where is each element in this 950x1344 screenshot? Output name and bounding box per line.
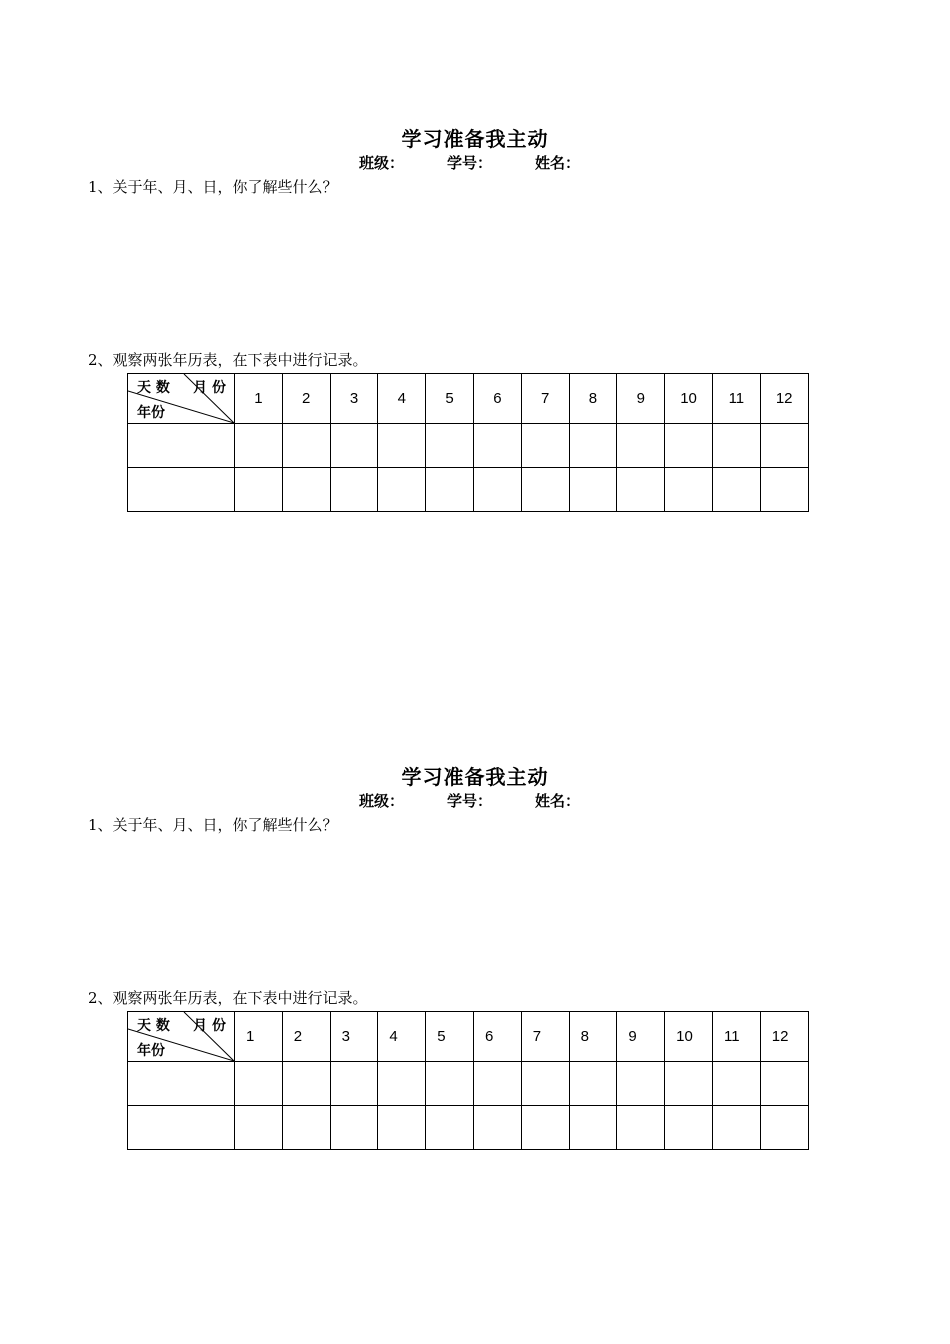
month-header-2: 2 <box>282 374 330 424</box>
question-2: 2、观察两张年历表，在下表中进行记录。 <box>88 351 368 369</box>
corner-month-label: 月 份 <box>193 380 226 396</box>
day-cell[interactable] <box>378 1106 426 1150</box>
year-cell[interactable] <box>128 1062 235 1106</box>
student-info-line <box>359 152 580 173</box>
day-cell[interactable] <box>426 1062 474 1106</box>
class-label: 班级： <box>359 792 405 810</box>
day-cell[interactable] <box>378 468 426 512</box>
month-header-12: 12 <box>760 1012 808 1062</box>
month-header-5: 5 <box>426 374 474 424</box>
day-cell[interactable] <box>426 1106 474 1150</box>
day-cell[interactable] <box>760 424 808 468</box>
table-row <box>128 424 809 468</box>
corner-header-cell <box>128 1012 235 1062</box>
month-header-10: 10 <box>665 1012 713 1062</box>
table-row <box>128 468 809 512</box>
worksheet-title: 学习准备我主动 <box>401 127 549 151</box>
day-cell[interactable] <box>330 424 378 468</box>
day-cell[interactable] <box>569 424 617 468</box>
month-header-7: 7 <box>521 374 569 424</box>
day-cell[interactable] <box>617 424 665 468</box>
day-cell[interactable] <box>521 468 569 512</box>
year-cell[interactable] <box>128 424 235 468</box>
year-cell[interactable] <box>128 1106 235 1150</box>
month-header-10: 10 <box>665 374 713 424</box>
month-header-4: 4 <box>378 1012 426 1062</box>
day-cell[interactable] <box>712 468 760 512</box>
day-cell[interactable] <box>426 424 474 468</box>
day-cell[interactable] <box>282 1106 330 1150</box>
student-info-line <box>359 790 580 811</box>
day-cell[interactable] <box>473 468 521 512</box>
month-header-7: 7 <box>521 1012 569 1062</box>
day-cell[interactable] <box>235 424 283 468</box>
month-header-3: 3 <box>330 374 378 424</box>
month-header-4: 4 <box>378 374 426 424</box>
day-cell[interactable] <box>617 1062 665 1106</box>
day-cell[interactable] <box>665 468 713 512</box>
day-cell[interactable] <box>235 1062 283 1106</box>
day-cell[interactable] <box>521 1062 569 1106</box>
day-cell[interactable] <box>521 424 569 468</box>
month-header-6: 6 <box>473 1012 521 1062</box>
day-cell[interactable] <box>569 1062 617 1106</box>
day-cell[interactable] <box>617 1106 665 1150</box>
day-cell[interactable] <box>569 1106 617 1150</box>
corner-header-cell <box>128 374 235 424</box>
month-header-12: 12 <box>760 374 808 424</box>
day-cell[interactable] <box>521 1106 569 1150</box>
corner-days-label: 天 数 <box>137 380 170 396</box>
class-label: 班级： <box>359 154 405 172</box>
record-table <box>127 1011 809 1150</box>
day-cell[interactable] <box>473 1062 521 1106</box>
month-header-8: 8 <box>569 1012 617 1062</box>
table-header-row <box>128 374 809 424</box>
record-table <box>127 373 809 512</box>
day-cell[interactable] <box>235 1106 283 1150</box>
day-cell[interactable] <box>235 468 283 512</box>
month-header-9: 9 <box>617 1012 665 1062</box>
question-2: 2、观察两张年历表，在下表中进行记录。 <box>88 989 368 1007</box>
day-cell[interactable] <box>330 468 378 512</box>
month-header-1: 1 <box>235 374 283 424</box>
corner-month-label: 月 份 <box>193 1018 226 1034</box>
table-row <box>128 1062 809 1106</box>
day-cell[interactable] <box>712 424 760 468</box>
student-number-label: 学号： <box>447 792 493 810</box>
month-header-5: 5 <box>426 1012 474 1062</box>
day-cell[interactable] <box>712 1062 760 1106</box>
corner-days-label: 天 数 <box>137 1018 170 1034</box>
day-cell[interactable] <box>282 468 330 512</box>
corner-year-label: 年份 <box>137 405 165 421</box>
day-cell[interactable] <box>282 1062 330 1106</box>
day-cell[interactable] <box>760 1062 808 1106</box>
day-cell[interactable] <box>760 468 808 512</box>
day-cell[interactable] <box>473 1106 521 1150</box>
day-cell[interactable] <box>378 1062 426 1106</box>
question-1: 1、关于年、月、日，你了解些什么？ <box>88 816 338 834</box>
day-cell[interactable] <box>473 424 521 468</box>
month-header-2: 2 <box>282 1012 330 1062</box>
day-cell[interactable] <box>378 424 426 468</box>
day-cell[interactable] <box>760 1106 808 1150</box>
day-cell[interactable] <box>665 424 713 468</box>
day-cell[interactable] <box>665 1106 713 1150</box>
student-number-label: 学号： <box>447 154 493 172</box>
corner-year-label: 年份 <box>137 1043 165 1059</box>
year-cell[interactable] <box>128 468 235 512</box>
month-header-6: 6 <box>473 374 521 424</box>
worksheet-1 <box>0 0 950 560</box>
day-cell[interactable] <box>330 1062 378 1106</box>
day-cell[interactable] <box>330 1106 378 1150</box>
day-cell[interactable] <box>712 1106 760 1150</box>
month-header-3: 3 <box>330 1012 378 1062</box>
question-1: 1、关于年、月、日，你了解些什么？ <box>88 178 338 196</box>
name-label: 姓名： <box>535 792 581 810</box>
day-cell[interactable] <box>282 424 330 468</box>
month-header-1: 1 <box>235 1012 283 1062</box>
day-cell[interactable] <box>617 468 665 512</box>
worksheet-2 <box>0 638 950 1198</box>
name-label: 姓名： <box>535 154 581 172</box>
month-header-9: 9 <box>617 374 665 424</box>
month-header-11: 11 <box>712 1012 760 1062</box>
day-cell[interactable] <box>426 468 474 512</box>
month-header-11: 11 <box>712 374 760 424</box>
table-header-row <box>128 1012 809 1062</box>
worksheet-title: 学习准备我主动 <box>401 765 549 789</box>
month-header-8: 8 <box>569 374 617 424</box>
table-row <box>128 1106 809 1150</box>
day-cell[interactable] <box>665 1062 713 1106</box>
day-cell[interactable] <box>569 468 617 512</box>
